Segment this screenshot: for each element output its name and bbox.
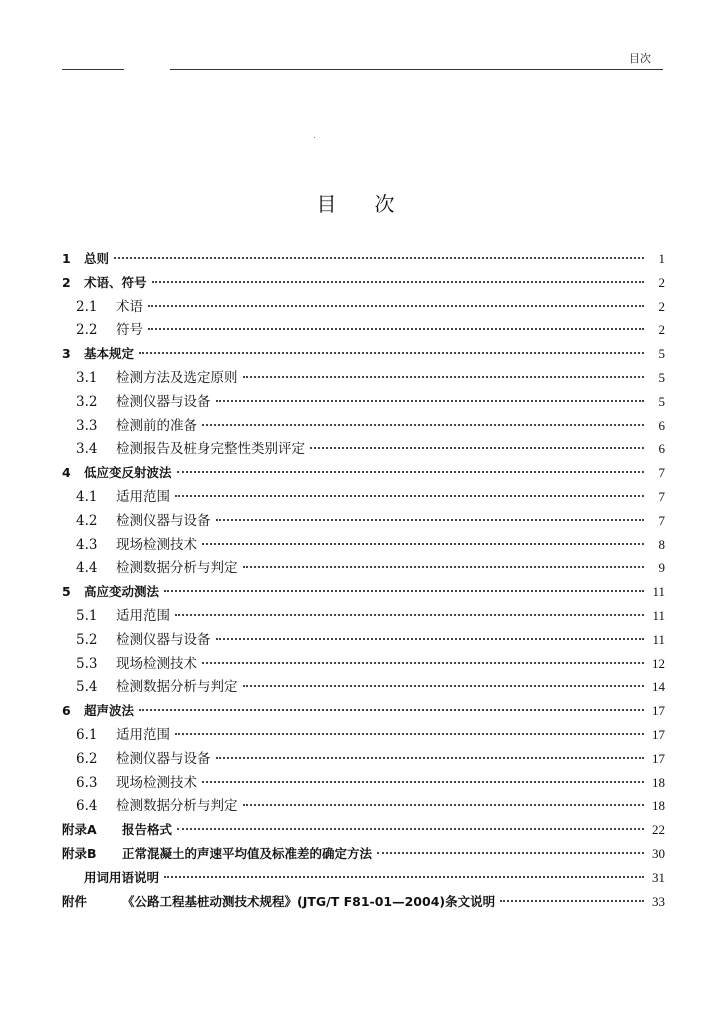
toc-entry[interactable] — [62, 509, 665, 533]
toc-dot-leader — [202, 424, 644, 426]
toc-entry[interactable] — [62, 318, 665, 342]
toc-entry[interactable] — [62, 580, 665, 604]
toc-entry-title: 检测方法及选定原则 — [116, 369, 238, 386]
toc-dot-leader — [500, 900, 644, 902]
toc-entry-number: 5.3 — [76, 655, 98, 672]
toc-entry-title: 检测仪器与设备 — [116, 631, 211, 648]
toc-entry-page: 9 — [658, 560, 665, 576]
toc-entry-title: 现场检测技术 — [116, 536, 197, 553]
toc-entry-page: 11 — [652, 584, 665, 600]
table-of-contents — [62, 247, 665, 913]
toc-entry-number: 附录B — [62, 845, 97, 861]
toc-entry[interactable] — [62, 366, 665, 390]
toc-entry-page: 2 — [658, 322, 665, 338]
toc-entry-number: 6.4 — [76, 798, 98, 815]
header-rule-right — [170, 69, 663, 70]
toc-entry-number: 4.1 — [76, 488, 98, 505]
toc-entry-number: 2 — [62, 274, 71, 290]
toc-entry-title: 检测报告及桩身完整性类别评定 — [116, 441, 305, 458]
toc-entry-title: 适用范围 — [116, 607, 170, 624]
toc-entry[interactable] — [62, 342, 665, 366]
toc-entry-number: 3.3 — [76, 417, 98, 434]
toc-entry-title: 术语、符号 — [84, 274, 147, 290]
toc-entry-number: 6.3 — [76, 774, 98, 791]
toc-dot-leader — [114, 257, 644, 259]
toc-entry[interactable] — [62, 771, 665, 795]
toc-entry-title: 检测数据分析与判定 — [116, 560, 238, 577]
toc-dot-leader — [310, 447, 644, 449]
header-rule-left — [62, 69, 124, 70]
toc-entry-page: 17 — [652, 750, 665, 766]
toc-entry-number: 5.1 — [76, 607, 98, 624]
header-label: 目次 — [629, 52, 651, 65]
toc-entry-title: 基本规定 — [84, 346, 135, 362]
toc-entry[interactable] — [62, 247, 665, 271]
toc-dot-leader — [216, 638, 645, 640]
toc-entry[interactable] — [62, 485, 665, 509]
toc-entry[interactable] — [62, 390, 665, 414]
toc-entry-page: 33 — [652, 893, 665, 909]
toc-entry-number: 附件 — [62, 893, 88, 909]
toc-entry-page: 12 — [652, 655, 665, 671]
toc-dot-leader — [177, 471, 644, 473]
toc-entry-number: 5 — [62, 584, 71, 600]
toc-entry-number: 4.4 — [76, 560, 98, 577]
toc-entry[interactable] — [62, 628, 665, 652]
toc-entry-title: 低应变反射波法 — [84, 465, 172, 481]
toc-dot-leader — [177, 828, 644, 830]
toc-entry-title: 现场检测技术 — [116, 655, 197, 672]
toc-entry[interactable] — [62, 461, 665, 485]
toc-entry[interactable] — [62, 794, 665, 818]
toc-entry-title: 符号 — [116, 322, 143, 339]
toc-dot-leader — [175, 733, 644, 735]
toc-entry-page: 5 — [658, 393, 665, 409]
toc-entry-page: 18 — [652, 798, 665, 814]
toc-dot-leader — [202, 662, 644, 664]
toc-entry-page: 7 — [658, 465, 665, 481]
toc-entry-title: 用词用语说明 — [84, 869, 160, 885]
toc-dot-leader — [243, 566, 645, 568]
toc-entry-number: 2.2 — [76, 322, 98, 339]
toc-entry-number: 6.2 — [76, 750, 98, 767]
toc-entry[interactable] — [62, 295, 665, 319]
toc-entry-page: 18 — [652, 774, 665, 790]
toc-entry[interactable] — [62, 747, 665, 771]
toc-dot-leader — [377, 852, 644, 854]
toc-entry-number: 4.2 — [76, 512, 98, 529]
toc-entry-page: 14 — [652, 679, 665, 695]
toc-dot-leader — [202, 781, 644, 783]
toc-entry-number: 3.2 — [76, 393, 98, 410]
toc-entry-page: 7 — [658, 512, 665, 528]
toc-dot-leader — [216, 757, 645, 759]
toc-dot-leader — [243, 685, 645, 687]
toc-entry-number: 3.4 — [76, 441, 98, 458]
toc-entry[interactable] — [62, 842, 665, 866]
toc-entry-title: 术语 — [116, 298, 143, 315]
toc-entry-page: 17 — [652, 703, 665, 719]
toc-entry-page: 6 — [658, 417, 665, 433]
toc-entry[interactable] — [62, 866, 665, 890]
toc-entry-page: 31 — [652, 869, 665, 885]
toc-entry-title: 高应变动测法 — [84, 584, 160, 600]
toc-entry-number: 5.2 — [76, 631, 98, 648]
scan-speck — [314, 137, 315, 138]
toc-entry-title: 正常混凝土的声速平均值及标准差的确定方法 — [122, 845, 373, 861]
toc-entry-title: 报告格式 — [122, 822, 173, 838]
toc-entry[interactable] — [62, 890, 665, 914]
toc-entry-number: 4 — [62, 465, 71, 481]
toc-entry-title: 检测仪器与设备 — [116, 750, 211, 767]
toc-entry-number: 5.4 — [76, 679, 98, 696]
toc-entry-title: 总则 — [84, 251, 110, 266]
toc-dot-leader — [164, 876, 644, 878]
toc-dot-leader — [243, 376, 645, 378]
toc-entry-page: 1 — [658, 251, 665, 266]
toc-entry[interactable] — [62, 533, 665, 557]
toc-entry[interactable] — [62, 723, 665, 747]
toc-entry-number: 6 — [62, 703, 71, 719]
toc-entry-title: 检测仪器与设备 — [116, 512, 211, 529]
toc-entry-number: 6.1 — [76, 726, 98, 743]
toc-entry-number: 2.1 — [76, 298, 98, 315]
toc-dot-leader — [243, 804, 645, 806]
toc-dot-leader — [175, 614, 644, 616]
toc-entry[interactable] — [62, 414, 665, 438]
toc-entry-page: 30 — [652, 845, 665, 861]
toc-entry-page: 5 — [658, 346, 665, 362]
toc-entry-title: 检测仪器与设备 — [116, 393, 211, 410]
toc-entry-number: 3.1 — [76, 369, 98, 386]
toc-entry-title: 检测数据分析与判定 — [116, 679, 238, 696]
toc-dot-leader — [164, 590, 644, 592]
toc-entry-page: 7 — [658, 488, 665, 504]
toc-entry-number: 附录A — [62, 822, 97, 838]
toc-entry-title: 适用范围 — [116, 726, 170, 743]
toc-entry-title: 检测前的准备 — [116, 417, 197, 434]
toc-entry-page: 6 — [658, 441, 665, 457]
toc-entry[interactable] — [62, 699, 665, 723]
toc-entry-title: 现场检测技术 — [116, 774, 197, 791]
toc-entry-page: 2 — [658, 274, 665, 290]
toc-entry[interactable] — [62, 437, 665, 461]
toc-entry-title: 超声波法 — [84, 703, 135, 719]
toc-entry-number: 3 — [62, 346, 71, 362]
toc-entry[interactable] — [62, 604, 665, 628]
toc-dot-leader — [216, 400, 645, 402]
toc-dot-leader — [152, 281, 644, 283]
toc-entry-number: 4.3 — [76, 536, 98, 553]
toc-entry-title: 《公路工程基桩动测技术规程》(JTG/T F81-01—2004)条文说明 — [122, 893, 496, 909]
toc-entry-title: 检测数据分析与判定 — [116, 798, 238, 815]
toc-entry-page: 5 — [658, 369, 665, 385]
toc-dot-leader — [202, 543, 644, 545]
page-title: 目次 — [316, 192, 433, 217]
toc-dot-leader — [139, 709, 644, 711]
toc-dot-leader — [175, 495, 644, 497]
toc-dot-leader — [216, 519, 645, 521]
toc-entry-page: 17 — [652, 726, 665, 742]
toc-entry[interactable] — [62, 818, 665, 842]
toc-entry-page: 11 — [652, 631, 665, 647]
toc-entry-number: 1 — [62, 251, 71, 266]
toc-dot-leader — [148, 328, 644, 330]
toc-dot-leader — [148, 305, 644, 307]
toc-entry-page: 8 — [658, 536, 665, 552]
toc-entry[interactable] — [62, 652, 665, 676]
toc-entry-page: 2 — [658, 298, 665, 314]
toc-entry-page: 11 — [652, 607, 665, 623]
toc-dot-leader — [139, 352, 644, 354]
toc-entry-title: 适用范围 — [116, 488, 170, 505]
toc-entry-page: 22 — [652, 822, 665, 838]
toc-entry[interactable] — [62, 556, 665, 580]
toc-entry[interactable] — [62, 271, 665, 295]
toc-entry[interactable] — [62, 675, 665, 699]
